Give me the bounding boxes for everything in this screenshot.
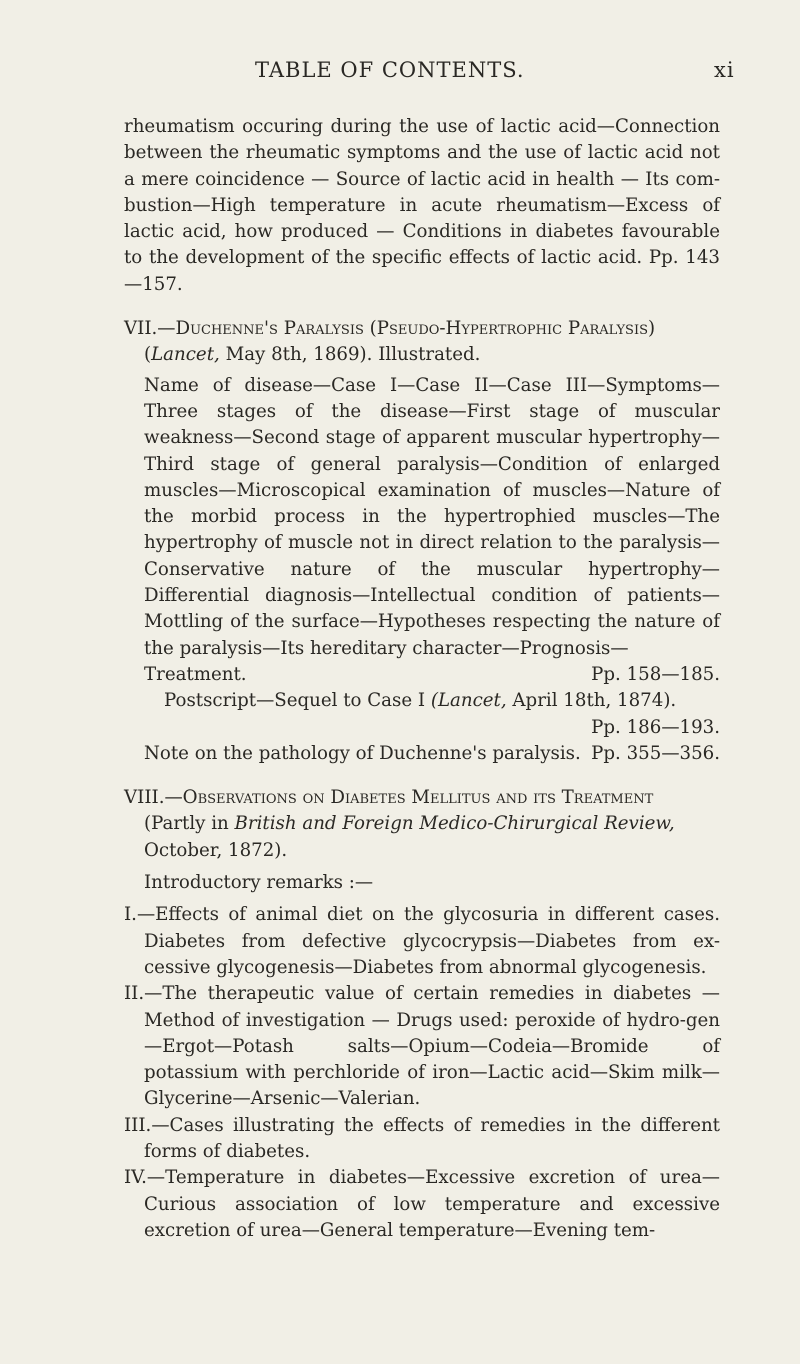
item-text: The therapeutic value of certain remedies in diabetes — Method of investigation — Drugs used: peroxide of hydro-gen—Ergot—Potash salts—Opium—Codeia—Bromide of potassium with perchloride of iron—Lactic acid—Skim milk—Glycerine—Arsenic—Valerian. <box>144 983 720 1110</box>
page-title: TABLE OF CONTENTS. <box>255 58 525 82</box>
section-vii-postscript-prefix: Postscript—Sequel to Case I <box>164 690 431 712</box>
section-vii-treatment: Treatment. <box>144 663 247 685</box>
section-viii-heading <box>124 785 720 864</box>
section-viii-numeral: VIII.— <box>124 787 183 809</box>
item-text: Cases illustrating the effects of remedies in the different forms of diabetes. <box>144 1114 720 1162</box>
section-vii-title: Duchenne's Paralysis (Pseudo-Hypertrophic Paralysis) <box>175 318 656 340</box>
section-vii-postscript <box>124 688 720 714</box>
section-viii-intro: Introductory remarks :— <box>144 872 374 894</box>
section-viii-source-date: October, 1872). <box>144 839 288 861</box>
item-numeral: I.— <box>124 904 156 926</box>
section-viii-item-3 <box>124 1113 720 1166</box>
section-vii-treatment-line <box>124 662 720 688</box>
section-viii-item-4 <box>124 1165 720 1244</box>
item-text: Temperature in diabetes—Excessive excretion of urea—Curious association of low temperature and excessive excretion of urea—General temperature—Evening tem- <box>144 1167 720 1241</box>
section-viii-item-1 <box>124 902 720 981</box>
item-numeral: IV.— <box>124 1167 166 1189</box>
section-vii-contents-text: Name of disease—Case I—Case II—Case III—Symptoms—Three stages of the disease—First stage of muscular weakness—Second stage of apparent muscular hypertrophy—Third stage of general paralysis—Condition of enlarged muscles—Microscopical examination of muscles—Nature of the morbid process in the hypertrophied muscles—The hypertrophy of muscle not in direct relation to the paralysis—Conservative nature of the muscular hypertrophy—Differential diagnosis—Intellectual condition of patients—Mottling of the surface—Hypotheses respecting the nature of the paralysis—Its hereditary character—Prognosis— <box>144 374 720 659</box>
section-vi-continuation: rheumatism occuring during the use of lactic acid—Connection between the rheumatic symptoms and the use of lactic acid not a mere coincidence — Source of lactic acid in health — Its com-bustion—High temperature in acute rheumatism—Excess of lactic acid, how produced — Conditions in diabetes favourable to the development of the specific effects of lactic acid. Pp. 143—157. <box>124 116 720 295</box>
item-numeral: III.— <box>124 1114 170 1136</box>
contents-body <box>124 114 720 1244</box>
item-text: Effects of animal diet on the glycosuria in different cases. Diabetes from defective glycocrypsis—Diabetes from ex-cessive glycogenesis—Diabetes from abnormal glycogenesis. <box>144 904 720 978</box>
section-vii-source-prefix: ( <box>144 344 152 366</box>
section-vii-source-journal: Lancet, <box>151 344 220 366</box>
page-number: xi <box>714 58 735 82</box>
section-vii-note-line <box>124 741 720 767</box>
section-vii-postscript-pages: Pp. 186—193. <box>591 716 720 738</box>
section-vii-source-date: May 8th, 1869). <box>219 344 373 366</box>
item-numeral: II.— <box>124 983 163 1005</box>
section-vii-numeral: VII.— <box>124 318 176 340</box>
section-vii-postscript-pages-line <box>124 715 720 741</box>
section-viii-title: Observations on Diabetes Mellitus and its Treatment <box>182 787 654 809</box>
section-vii-postscript-date: April 18th, 1874). <box>506 690 677 712</box>
section-vii-postscript-journal: (Lancet, <box>430 690 507 712</box>
section-viii-source-prefix: (Partly in <box>144 813 235 835</box>
section-vii-note-pages: Pp. 355—356. <box>591 742 720 764</box>
section-vii-treatment-pages: Pp. 158—185. <box>591 663 720 685</box>
section-vii-illustrated: Illustrated. <box>372 344 481 366</box>
section-viii-source-journal: British and Foreign Medico-Chirurgical Review, <box>234 813 675 835</box>
section-viii-item-2 <box>124 981 720 1112</box>
section-vii-note: Note on the pathology of Duchenne's paralysis. <box>144 742 581 764</box>
section-vii-heading <box>124 316 720 369</box>
section-vii-contents <box>124 373 720 662</box>
